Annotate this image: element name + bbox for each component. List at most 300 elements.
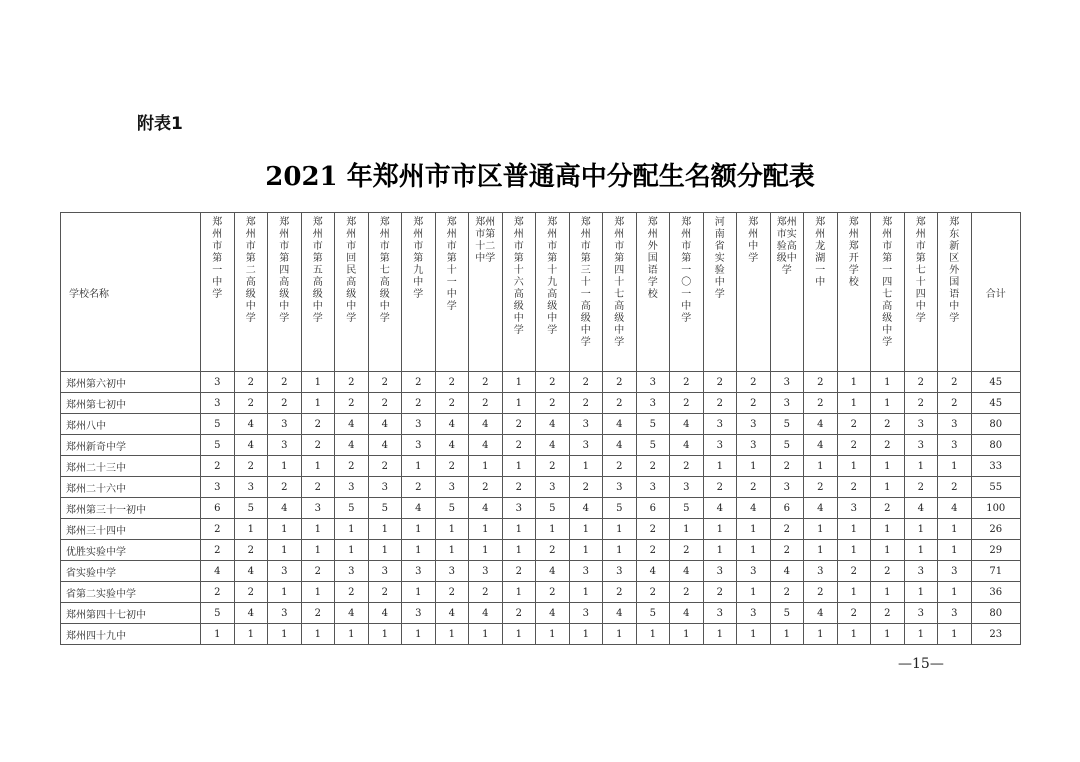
school-name-header: 学校名称 — [61, 213, 201, 372]
quota-cell: 1 — [670, 624, 704, 645]
quota-cell: 3 — [569, 414, 603, 435]
column-header — [636, 213, 670, 372]
quota-cell: 2 — [335, 372, 369, 393]
quota-cell: 1 — [737, 456, 771, 477]
table-row — [61, 624, 1021, 645]
quota-cell: 1 — [201, 624, 235, 645]
quota-cell: 3 — [938, 414, 972, 435]
quota-cell: 2 — [804, 477, 838, 498]
quota-cell: 4 — [737, 498, 771, 519]
quota-cell: 1 — [402, 624, 436, 645]
table-row — [61, 372, 1021, 393]
quota-cell: 3 — [268, 603, 302, 624]
quota-cell: 1 — [904, 540, 938, 561]
quota-cell: 3 — [938, 561, 972, 582]
quota-cell: 4 — [536, 561, 570, 582]
school-name-cell: 省实验中学 — [61, 561, 201, 582]
quota-cell: 1 — [268, 456, 302, 477]
quota-cell: 2 — [469, 582, 503, 603]
quota-cell: 1 — [569, 540, 603, 561]
quota-cell: 2 — [368, 372, 402, 393]
quota-cell: 2 — [670, 540, 704, 561]
quota-cell: 1 — [502, 372, 536, 393]
quota-cell: 4 — [469, 414, 503, 435]
quota-cell: 3 — [402, 561, 436, 582]
column-header-label: 河南省实验中学 — [714, 217, 725, 300]
table-row — [61, 498, 1021, 519]
quota-cell: 4 — [335, 603, 369, 624]
quota-cell: 3 — [569, 603, 603, 624]
quota-cell: 3 — [636, 477, 670, 498]
quota-cell: 3 — [368, 561, 402, 582]
quota-cell: 3 — [904, 603, 938, 624]
quota-cell: 1 — [837, 519, 871, 540]
quota-cell: 1 — [268, 624, 302, 645]
column-header — [603, 213, 637, 372]
column-header — [402, 213, 436, 372]
quota-cell: 2 — [703, 582, 737, 603]
quota-cell: 1 — [402, 456, 436, 477]
quota-cell: 1 — [804, 519, 838, 540]
page-number: —15— — [898, 656, 944, 672]
quota-cell: 5 — [201, 603, 235, 624]
quota-cell: 4 — [603, 414, 637, 435]
column-header — [804, 213, 838, 372]
quota-cell: 2 — [335, 456, 369, 477]
quota-cell: 2 — [871, 435, 905, 456]
quota-cell: 3 — [603, 561, 637, 582]
quota-cell: 3 — [938, 603, 972, 624]
quota-cell: 3 — [737, 435, 771, 456]
column-header — [268, 213, 302, 372]
quota-cell: 5 — [201, 414, 235, 435]
column-header-label: 郑州市第五高级中学 — [312, 217, 323, 324]
column-header — [201, 213, 235, 372]
quota-cell: 1 — [938, 582, 972, 603]
quota-cell: 4 — [368, 603, 402, 624]
quota-cell: 4 — [804, 603, 838, 624]
column-header-label: 郑州市第二高级中学 — [245, 217, 256, 324]
column-header-label: 郑州市第十六高级中学 — [513, 217, 524, 336]
total-cell: 100 — [971, 498, 1021, 519]
quota-cell: 3 — [938, 435, 972, 456]
quota-cell: 2 — [234, 393, 268, 414]
quota-cell: 1 — [368, 519, 402, 540]
quota-cell: 5 — [770, 414, 804, 435]
quota-cell: 1 — [737, 519, 771, 540]
quota-cell: 3 — [804, 561, 838, 582]
quota-cell: 1 — [737, 582, 771, 603]
table-header-row — [61, 213, 1021, 372]
quota-cell: 4 — [268, 498, 302, 519]
school-name-cell: 郑州二十三中 — [61, 456, 201, 477]
quota-cell: 1 — [469, 456, 503, 477]
quota-cell: 4 — [335, 435, 369, 456]
quota-cell: 2 — [804, 393, 838, 414]
quota-cell: 1 — [536, 624, 570, 645]
column-header — [871, 213, 905, 372]
quota-cell: 2 — [536, 540, 570, 561]
quota-cell: 2 — [536, 582, 570, 603]
quota-cell: 4 — [904, 498, 938, 519]
quota-cell: 2 — [301, 477, 335, 498]
column-header-label: 郑州市实验高级中学 — [776, 217, 797, 276]
quota-cell: 1 — [435, 624, 469, 645]
quota-cell: 3 — [234, 477, 268, 498]
quota-cell: 4 — [469, 498, 503, 519]
column-header — [938, 213, 972, 372]
total-cell: 80 — [971, 603, 1021, 624]
quota-cell: 2 — [603, 372, 637, 393]
quota-cell: 4 — [536, 414, 570, 435]
total-cell: 23 — [971, 624, 1021, 645]
column-header-label: 郑州市回民高级中学 — [346, 217, 357, 324]
quota-cell: 4 — [435, 603, 469, 624]
school-name-cell: 郑州二十六中 — [61, 477, 201, 498]
quota-cell: 2 — [201, 582, 235, 603]
quota-cell: 2 — [603, 393, 637, 414]
quota-cell: 3 — [636, 393, 670, 414]
quota-cell: 3 — [737, 414, 771, 435]
column-header-label: 郑州市第一〇一中学 — [681, 217, 692, 324]
quota-cell: 4 — [234, 561, 268, 582]
quota-cell: 3 — [402, 435, 436, 456]
quota-cell: 1 — [402, 519, 436, 540]
quota-cell: 6 — [770, 498, 804, 519]
quota-cell: 1 — [569, 624, 603, 645]
quota-cell: 3 — [402, 414, 436, 435]
quota-cell: 3 — [703, 561, 737, 582]
quota-cell: 2 — [670, 372, 704, 393]
quota-cell: 2 — [770, 582, 804, 603]
total-header: 合计 — [971, 213, 1021, 372]
quota-cell: 5 — [636, 435, 670, 456]
quota-cell: 2 — [268, 477, 302, 498]
quota-cell: 1 — [469, 624, 503, 645]
quota-cell: 2 — [502, 435, 536, 456]
quota-cell: 1 — [603, 624, 637, 645]
quota-cell: 2 — [569, 477, 603, 498]
quota-cell: 5 — [435, 498, 469, 519]
quota-cell: 2 — [837, 561, 871, 582]
school-name-cell: 郑州三十四中 — [61, 519, 201, 540]
quota-cell: 2 — [569, 372, 603, 393]
quota-cell: 1 — [268, 519, 302, 540]
quota-cell: 2 — [536, 393, 570, 414]
quota-cell: 3 — [201, 477, 235, 498]
column-header — [703, 213, 737, 372]
quota-cell: 2 — [703, 372, 737, 393]
quota-cell: 1 — [837, 624, 871, 645]
quota-cell: 3 — [603, 477, 637, 498]
school-name-cell: 郑州第三十一初中 — [61, 498, 201, 519]
quota-cell: 1 — [301, 393, 335, 414]
quota-cell: 1 — [301, 624, 335, 645]
quota-cell: 1 — [268, 540, 302, 561]
quota-cell: 3 — [268, 561, 302, 582]
quota-cell: 2 — [837, 435, 871, 456]
quota-cell: 2 — [670, 582, 704, 603]
quota-cell: 2 — [201, 540, 235, 561]
quota-cell: 2 — [402, 393, 436, 414]
quota-cell: 2 — [368, 456, 402, 477]
quota-cell: 2 — [837, 477, 871, 498]
quota-cell: 2 — [301, 561, 335, 582]
quota-cell: 2 — [368, 582, 402, 603]
quota-cell: 4 — [703, 498, 737, 519]
quota-cell: 4 — [938, 498, 972, 519]
quota-cell: 2 — [402, 477, 436, 498]
quota-cell: 1 — [234, 519, 268, 540]
quota-cell: 3 — [703, 603, 737, 624]
quota-cell: 3 — [435, 477, 469, 498]
quota-cell: 2 — [938, 372, 972, 393]
quota-cell: 1 — [502, 393, 536, 414]
column-header — [837, 213, 871, 372]
quota-cell: 1 — [737, 624, 771, 645]
quota-cell: 1 — [938, 519, 972, 540]
quota-cell: 2 — [335, 393, 369, 414]
quota-cell: 2 — [670, 456, 704, 477]
quota-cell: 2 — [837, 603, 871, 624]
quota-cell: 1 — [904, 456, 938, 477]
quota-cell: 2 — [636, 582, 670, 603]
quota-cell: 2 — [636, 456, 670, 477]
table-row — [61, 393, 1021, 414]
quota-cell: 5 — [536, 498, 570, 519]
quota-cell: 3 — [469, 561, 503, 582]
column-header — [904, 213, 938, 372]
quota-cell: 3 — [201, 372, 235, 393]
quota-cell: 4 — [469, 603, 503, 624]
quota-cell: 1 — [301, 519, 335, 540]
column-header — [234, 213, 268, 372]
quota-cell: 5 — [368, 498, 402, 519]
quota-cell: 2 — [770, 540, 804, 561]
quota-cell: 1 — [703, 540, 737, 561]
quota-cell: 2 — [301, 414, 335, 435]
quota-cell: 3 — [904, 561, 938, 582]
quota-cell: 1 — [335, 519, 369, 540]
quota-cell: 3 — [201, 393, 235, 414]
quota-cell: 1 — [469, 519, 503, 540]
quota-cell: 4 — [804, 498, 838, 519]
quota-cell: 4 — [435, 414, 469, 435]
quota-cell: 1 — [837, 372, 871, 393]
column-header — [335, 213, 369, 372]
quota-cell: 1 — [871, 372, 905, 393]
table-row — [61, 477, 1021, 498]
school-name-cell: 优胜实验中学 — [61, 540, 201, 561]
quota-cell: 1 — [837, 456, 871, 477]
quota-cell: 6 — [636, 498, 670, 519]
quota-cell: 2 — [904, 393, 938, 414]
quota-cell: 4 — [368, 435, 402, 456]
total-cell: 80 — [971, 414, 1021, 435]
quota-cell: 1 — [435, 519, 469, 540]
quota-cell: 2 — [938, 393, 972, 414]
quota-cell: 2 — [636, 519, 670, 540]
quota-cell: 4 — [670, 435, 704, 456]
quota-cell: 3 — [268, 414, 302, 435]
quota-cell: 1 — [770, 624, 804, 645]
quota-cell: 1 — [402, 540, 436, 561]
total-cell: 26 — [971, 519, 1021, 540]
table-row — [61, 435, 1021, 456]
school-name-cell: 郑州第七初中 — [61, 393, 201, 414]
quota-cell: 2 — [871, 603, 905, 624]
quota-cell: 2 — [536, 372, 570, 393]
quota-cell: 1 — [402, 582, 436, 603]
quota-cell: 2 — [502, 561, 536, 582]
school-name-cell: 郑州第四十七初中 — [61, 603, 201, 624]
quota-cell: 1 — [871, 477, 905, 498]
column-header — [502, 213, 536, 372]
quota-cell: 1 — [603, 519, 637, 540]
column-header — [301, 213, 335, 372]
column-header-label: 郑州市第一四七高级中学 — [882, 217, 893, 348]
quota-cell: 3 — [301, 498, 335, 519]
quota-cell: 2 — [569, 393, 603, 414]
quota-cell: 1 — [871, 540, 905, 561]
school-name-cell: 郑州第六初中 — [61, 372, 201, 393]
column-header-label: 郑州中学 — [748, 217, 759, 264]
column-header-label: 郑州市第四十七高级中学 — [614, 217, 625, 348]
quota-cell: 3 — [703, 414, 737, 435]
quota-cell: 1 — [703, 456, 737, 477]
column-header-label: 郑州郑开学校 — [848, 217, 859, 288]
quota-cell: 3 — [335, 561, 369, 582]
quota-cell: 4 — [804, 414, 838, 435]
column-header-label: 郑州市第三十一高级中学 — [580, 217, 591, 348]
quota-cell: 2 — [234, 582, 268, 603]
quota-cell: 1 — [301, 372, 335, 393]
quota-cell: 2 — [335, 582, 369, 603]
quota-cell: 1 — [301, 582, 335, 603]
quota-cell: 1 — [435, 540, 469, 561]
quota-cell: 4 — [804, 435, 838, 456]
column-header-label: 郑州市第十一中学 — [446, 217, 457, 312]
quota-cell: 1 — [837, 540, 871, 561]
quota-cell: 1 — [871, 519, 905, 540]
table-row — [61, 519, 1021, 540]
quota-cell: 2 — [770, 456, 804, 477]
quota-cell: 5 — [770, 435, 804, 456]
quota-cell: 2 — [469, 372, 503, 393]
quota-cell: 2 — [670, 393, 704, 414]
column-header — [536, 213, 570, 372]
quota-cell: 4 — [670, 561, 704, 582]
quota-cell: 1 — [569, 582, 603, 603]
quota-cell: 3 — [837, 498, 871, 519]
quota-cell: 4 — [435, 435, 469, 456]
quota-cell: 1 — [904, 624, 938, 645]
column-header-label: 郑州市第七十四中学 — [915, 217, 926, 324]
quota-cell: 5 — [201, 435, 235, 456]
quota-cell: 1 — [536, 519, 570, 540]
quota-cell: 3 — [770, 477, 804, 498]
quota-cell: 2 — [938, 477, 972, 498]
quota-cell: 4 — [201, 561, 235, 582]
column-header-label: 郑州市第九中学 — [413, 217, 424, 300]
quota-cell: 1 — [268, 582, 302, 603]
quota-cell: 1 — [804, 624, 838, 645]
quota-cell: 1 — [502, 519, 536, 540]
quota-cell: 1 — [335, 540, 369, 561]
quota-cell: 2 — [536, 456, 570, 477]
quota-cell: 2 — [837, 414, 871, 435]
total-cell: 45 — [971, 393, 1021, 414]
quota-cell: 5 — [770, 603, 804, 624]
annex-label: 附表1 — [137, 114, 183, 134]
quota-cell: 1 — [904, 519, 938, 540]
column-header-label: 郑州市第十九高级中学 — [547, 217, 558, 336]
quota-cell: 2 — [435, 456, 469, 477]
quota-cell: 1 — [502, 624, 536, 645]
quota-cell: 1 — [502, 456, 536, 477]
quota-cell: 1 — [837, 582, 871, 603]
column-header-label: 郑州市第一中学 — [212, 217, 223, 300]
column-header-label: 郑州市第七高级中学 — [379, 217, 390, 324]
quota-cell: 4 — [670, 603, 704, 624]
quota-cell: 3 — [703, 435, 737, 456]
quota-cell: 4 — [402, 498, 436, 519]
quota-cell: 3 — [737, 603, 771, 624]
quota-cell: 4 — [603, 603, 637, 624]
quota-cell: 3 — [904, 435, 938, 456]
quota-cell: 4 — [368, 414, 402, 435]
quota-cell: 3 — [435, 561, 469, 582]
quota-cell: 4 — [603, 435, 637, 456]
column-header-label: 郑州市第十二中学 — [475, 217, 496, 264]
column-header — [469, 213, 503, 372]
quota-cell: 2 — [502, 603, 536, 624]
quota-cell: 2 — [904, 477, 938, 498]
quota-cell: 4 — [469, 435, 503, 456]
quota-cell: 5 — [636, 603, 670, 624]
quota-cell: 1 — [703, 624, 737, 645]
table-row — [61, 540, 1021, 561]
quota-cell: 4 — [569, 498, 603, 519]
quota-cell: 2 — [435, 393, 469, 414]
quota-cell: 6 — [201, 498, 235, 519]
quota-cell: 1 — [804, 540, 838, 561]
table-row — [61, 582, 1021, 603]
quota-cell: 4 — [770, 561, 804, 582]
quota-cell: 1 — [368, 540, 402, 561]
column-header — [670, 213, 704, 372]
quota-cell: 3 — [368, 477, 402, 498]
quota-cell: 3 — [904, 414, 938, 435]
quota-cell: 3 — [770, 393, 804, 414]
school-name-cell: 省第二实验中学 — [61, 582, 201, 603]
total-cell: 36 — [971, 582, 1021, 603]
quota-cell: 4 — [234, 603, 268, 624]
quota-cell: 2 — [502, 477, 536, 498]
school-name-cell: 郑州八中 — [61, 414, 201, 435]
quota-cell: 3 — [569, 561, 603, 582]
school-name-cell: 郑州新奇中学 — [61, 435, 201, 456]
quota-cell: 2 — [636, 540, 670, 561]
quota-cell: 1 — [301, 456, 335, 477]
total-cell: 45 — [971, 372, 1021, 393]
quota-cell: 1 — [368, 624, 402, 645]
quota-cell: 3 — [536, 477, 570, 498]
quota-cell: 3 — [737, 561, 771, 582]
column-header-label: 郑州外国语学校 — [647, 217, 658, 300]
quota-cell: 1 — [469, 540, 503, 561]
quota-cell: 2 — [301, 603, 335, 624]
